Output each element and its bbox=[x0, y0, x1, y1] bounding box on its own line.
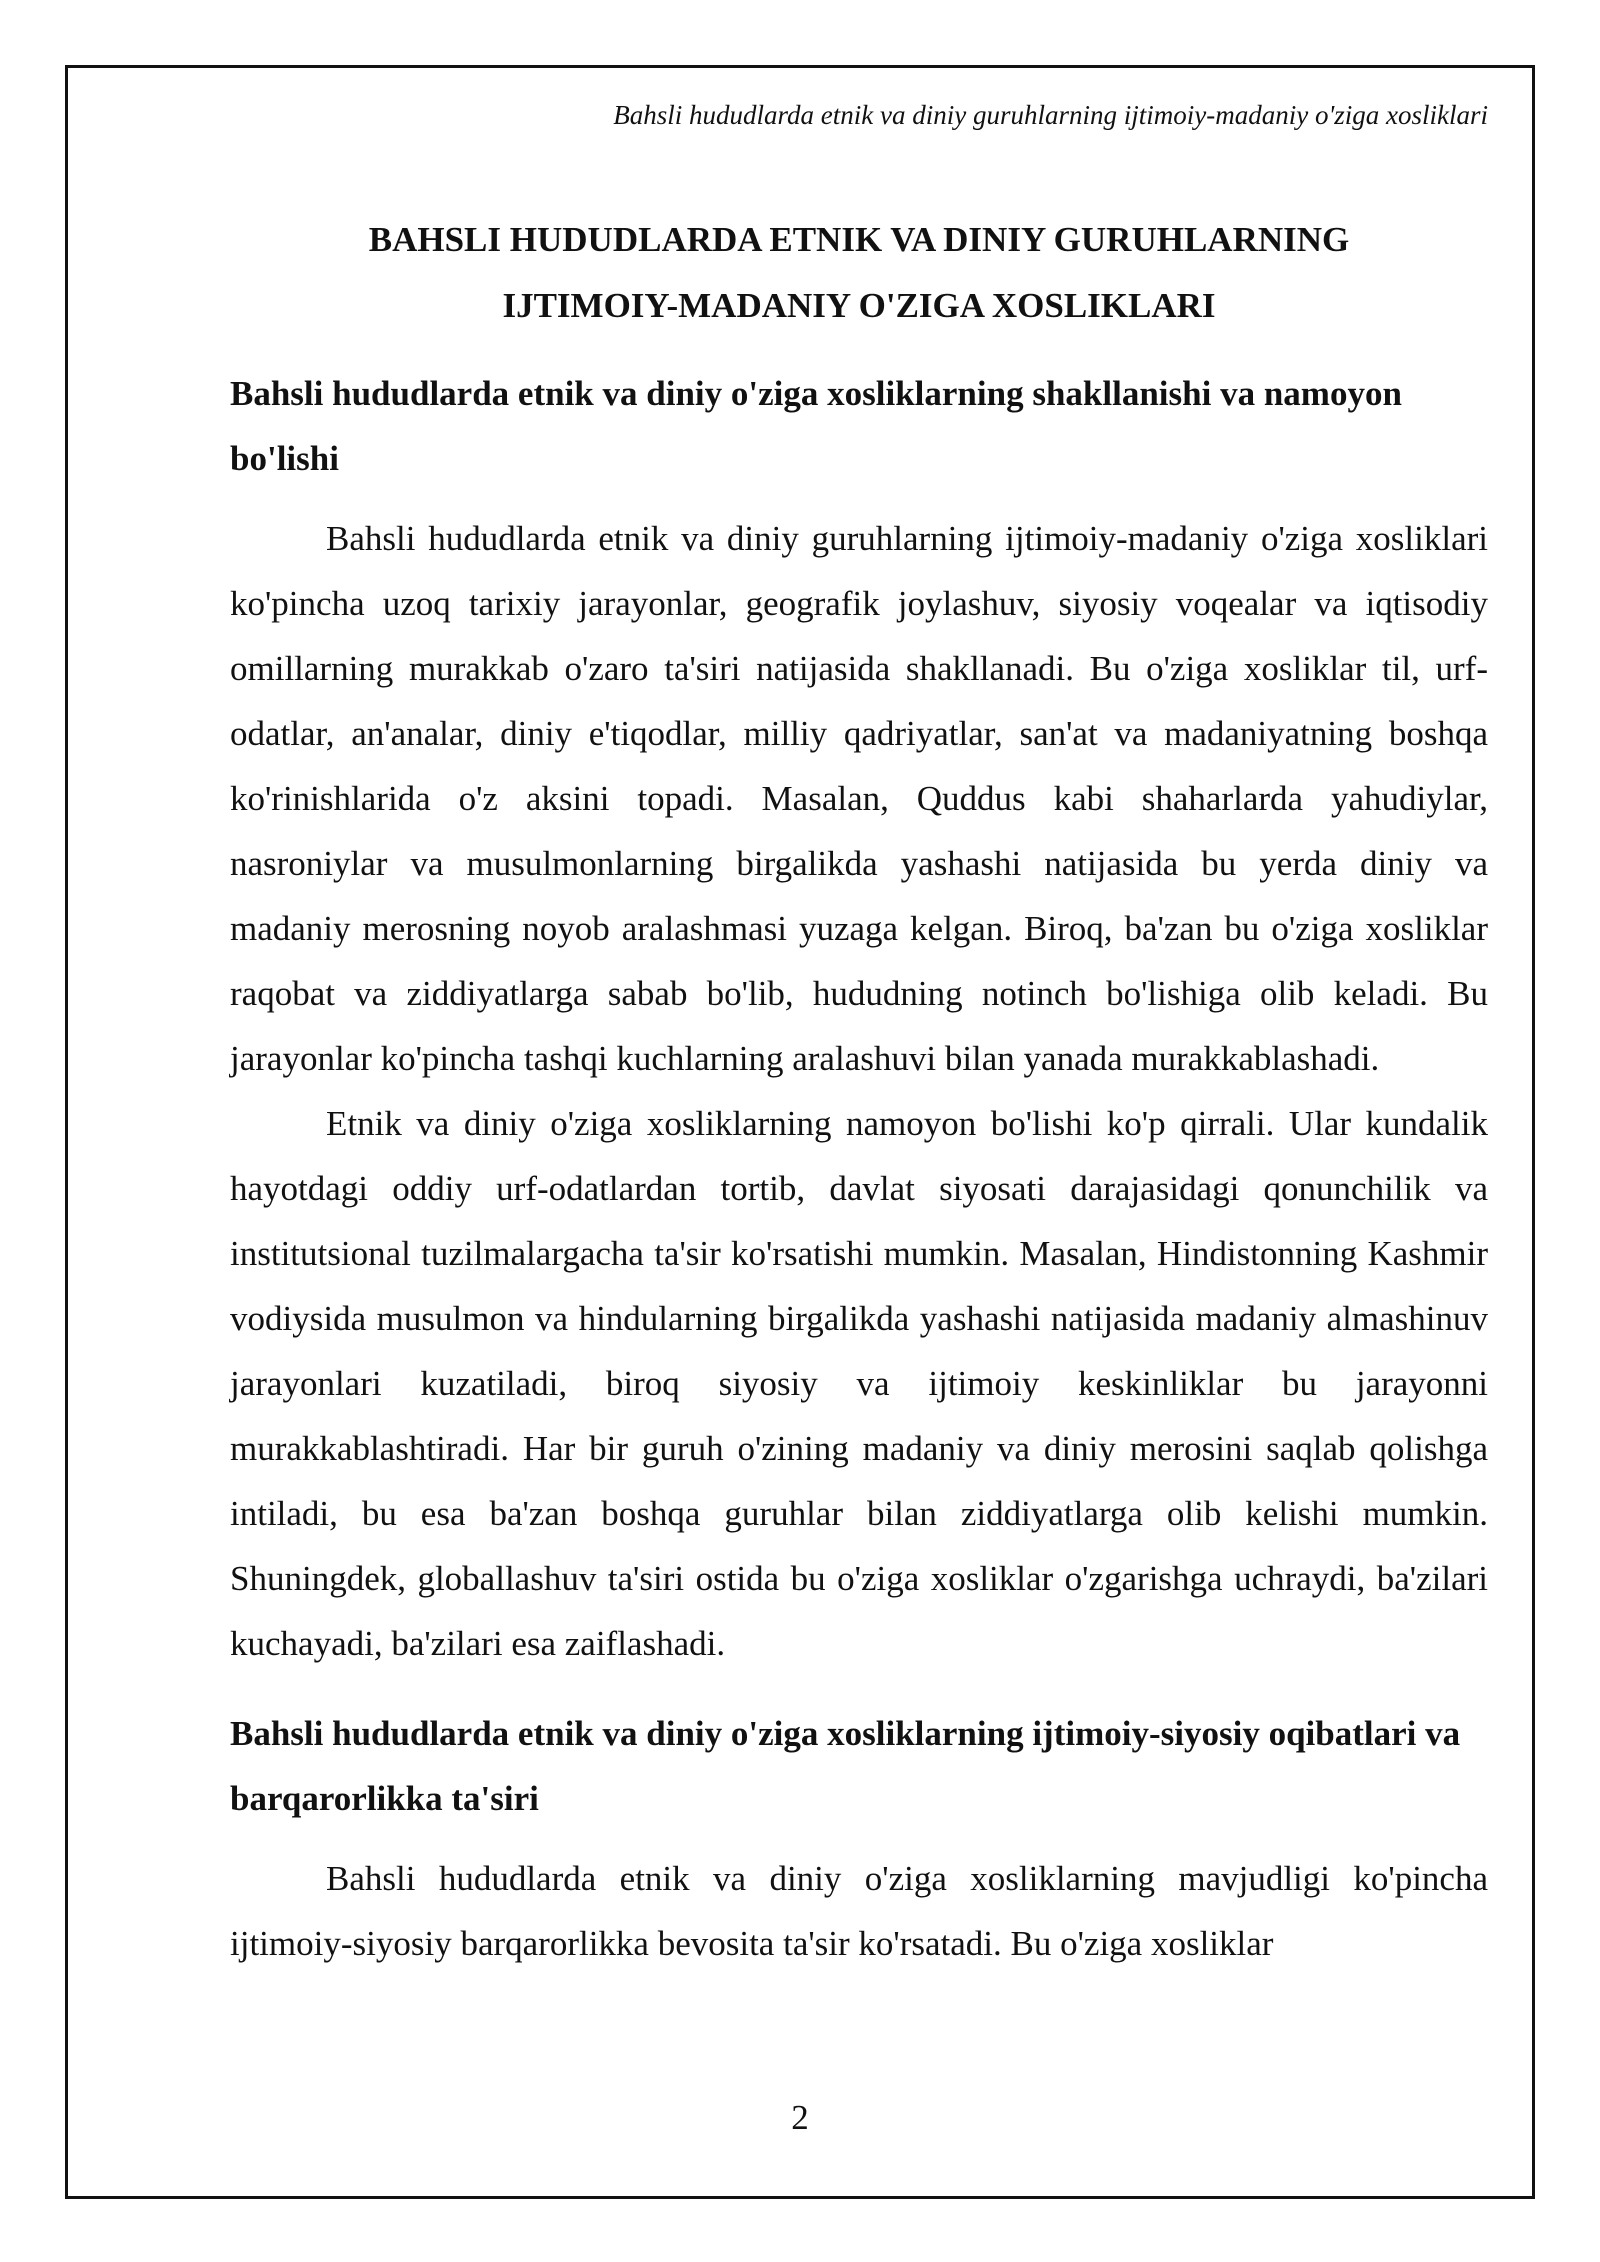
document-title bbox=[230, 207, 1488, 339]
title-line-1: BAHSLI HUDUDLARDA ETNIK VA DINIY GURUHLARNING bbox=[368, 220, 1350, 259]
paragraph-1-1: Bahsli hududlarda etnik va diniy guruhlarning ijtimoiy-madaniy o'ziga xosliklari ko'pincha uzoq tarixiy jarayonlar, geografik joylashuv, siyosiy voqealar va iqtisodiy omillarning murakkab o'zaro ta'siri natijasida shakllanadi. Bu o'ziga xosliklar til, urf-odatlar, an'analar, diniy e'tiqodlar, milliy qadriyatlar, san'at va madaniyatning boshqa ko'rinishlarida o'z aksini topadi. Masalan, Quddus kabi shaharlarda yahudiylar, nasroniylar va musulmonlarning birgalikda yashashi natijasida bu yerda diniy va madaniy merosning noyob aralashmasi yuzaga kelgan. Biroq, ba'zan bu o'ziga xosliklar raqobat va ziddiyatlarga sabab bo'lib, hududning notinch bo'lishiga olib keladi. Bu jarayonlar ko'pincha tashqi kuchlarning aralashuvi bilan yanada murakkablashadi. bbox=[230, 519, 1488, 1078]
paragraph-2-1: Bahsli hududlarda etnik va diniy o'ziga xosliklarning mavjudligi ko'pincha ijtimoiy-siyosiy barqarorlikka bevosita ta'sir ko'rsatadi. Bu o'ziga xosliklar bbox=[230, 1859, 1488, 1963]
running-header: Bahsli hududlarda etnik va diniy guruhlarning ijtimoiy-madaniy o'ziga xosliklari bbox=[613, 100, 1488, 130]
document-body bbox=[230, 207, 1488, 1976]
title-line-2: IJTIMOIY-MADANIY O'ZIGA XOSLIKLARI bbox=[502, 286, 1216, 325]
section-heading-2: Bahsli hududlarda etnik va diniy o'ziga xosliklarning ijtimoiy-siyosiy oqibatlari va barqarorlikka ta'siri bbox=[230, 1714, 1461, 1818]
section-heading-1: Bahsli hududlarda etnik va diniy o'ziga xosliklarning shakllanishi va namoyon bo'lishi bbox=[230, 374, 1402, 478]
page-number: 2 bbox=[791, 2098, 809, 2137]
paragraph-1-2: Etnik va diniy o'ziga xosliklarning namoyon bo'lishi ko'p qirrali. Ular kundalik hayotdagi oddiy urf-odatlardan tortib, davlat siyosati darajasidagi qonunchilik va institutsional tuzilmalargacha ta'sir ko'rsatishi mumkin. Masalan, Hindistonning Kashmir vodiysida musulmon va hindularning birgalikda yashashi natijasida madaniy almashinuv jarayonlari kuzatiladi, biroq siyosiy va ijtimoiy keskinliklar bu jarayonni murakkablashtiradi. Har bir guruh o'zining madaniy va diniy merosini saqlab qolishga intiladi, bu esa ba'zan boshqa guruhlar bilan ziddiyatlarga olib kelishi mumkin. Shuningdek, globallashuv ta'siri ostida bu o'ziga xosliklar o'zgarishga uchraydi, ba'zilari kuchayadi, ba'zilari esa zaiflashadi. bbox=[230, 1104, 1488, 1663]
